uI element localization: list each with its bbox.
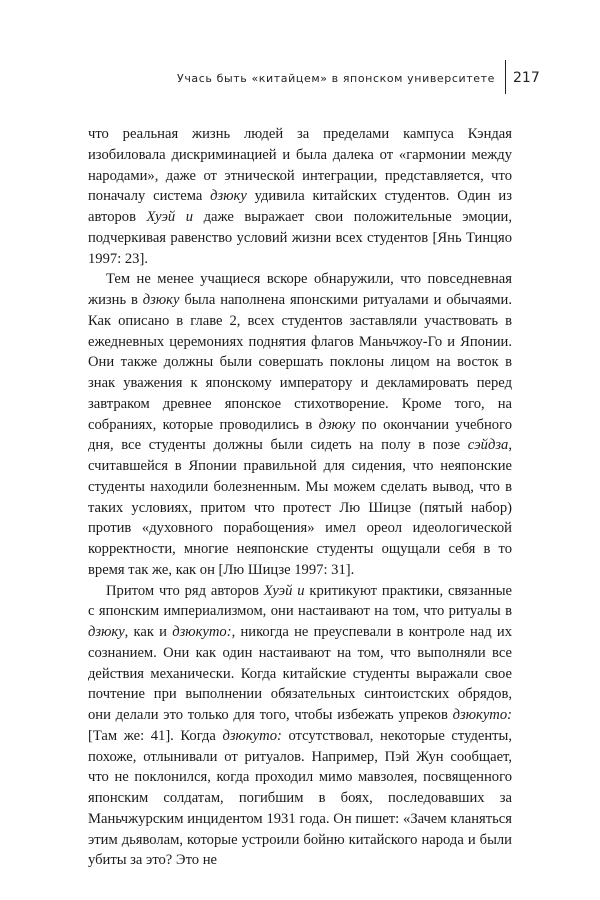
italic-term: дзюкуто: bbox=[172, 624, 232, 640]
running-header: Учась быть «китайцем» в японском университете bbox=[177, 72, 495, 85]
text-run: Притом что ряд авторов bbox=[106, 582, 264, 599]
italic-term: сэйдза bbox=[467, 437, 509, 454]
paragraph-1 bbox=[88, 124, 512, 269]
paragraph-3 bbox=[88, 581, 512, 872]
text-run: [Там же: 41]. Когда bbox=[88, 727, 223, 744]
italic-term: дзюку bbox=[210, 188, 247, 205]
header-divider bbox=[505, 60, 506, 94]
text-run: критикуют практики, связанные с японским империализмом, они настаивают на том, что ритуалы в bbox=[88, 582, 512, 620]
text-run: по окончании учебного дня, все студенты должны были сидеть на полу в позе bbox=[88, 416, 512, 454]
text-run: , как и bbox=[124, 624, 173, 640]
italic-term: дзюкуто: bbox=[222, 727, 282, 744]
page-number: 217 bbox=[513, 70, 540, 86]
paragraph-2 bbox=[88, 269, 512, 580]
text-run: была наполнена японскими ритуалами и обычаями. Как описано в главе 2, всех студентов заставляли участвовать в ежедневных церемониях поднятия флагов Маньчжоу-Го и Японии. Они также должны были совершать поклоны лицом на восток в знак уважения к японскому императору и декламировать перед завтраком древнее японское стихотворение. Кроме того, на собраниях, которые проводились в bbox=[88, 292, 513, 433]
text-run: даже выражает свои положительные эмоции, подчеркивая равенство условий жизни всех студентов [Янь Тинцяо 1997: 23]. bbox=[88, 209, 512, 267]
italic-term: дзюку bbox=[142, 292, 180, 308]
text-run: удивила китайских студентов. Один из авторов bbox=[88, 188, 512, 225]
body-text bbox=[88, 124, 512, 871]
text-run: отсутствовал, некоторые студенты, похоже, отлынивали от ритуалов. Например, Пэй Жун сообщает, что не поклонился, когда проходил мимо мавзолея, посвященного японским солдатам, погибшим в боях, последовавших за Маньчжурским инцидентом 1931 года. Он пишет: «Зачем кланяться этим дьяволам, которые устроили бойню китайского народа и были убиты за это? Это не bbox=[88, 727, 512, 869]
italic-term: дзюку bbox=[318, 416, 356, 433]
italic-term: дзюку bbox=[88, 624, 125, 640]
italic-term: Хуэй и bbox=[263, 582, 305, 599]
text-run: , никогда не преуспевали в контроле над их сознанием. Они как один настаивают на том, что выполняли все действия механически. Когда китайские студенты выражали свое почтение при выполнении обязательных синтоистских обрядов, они делали это только для того, чтобы избежать упреков bbox=[88, 624, 513, 723]
text-run: , считавшейся в Японии правильной для сидения, что неяпонские студенты находили болезненным. Мы можем сделать вывод, что в таких условиях, притом что протест Лю Шицзе (пятый набор) против «духовного порабощения» имел ореол идеологической корректности, многие неяпонские студенты ощущали себя в то время так же, как он [Лю Шицзе 1997: 31]. bbox=[88, 437, 512, 578]
italic-term: дзюкуто: bbox=[452, 707, 512, 723]
text-run: Тем не менее учащиеся вскоре обнаружили, что повседневная жизнь в bbox=[88, 271, 512, 308]
italic-term: Хуэй и bbox=[146, 209, 194, 225]
text-run: что реальная жизнь людей за пределами кампуса Кэндая изобиловала дискриминацией и была далека от «гармонии между народами», даже от этнической интеграции, представляется, что поначалу система bbox=[88, 126, 512, 205]
